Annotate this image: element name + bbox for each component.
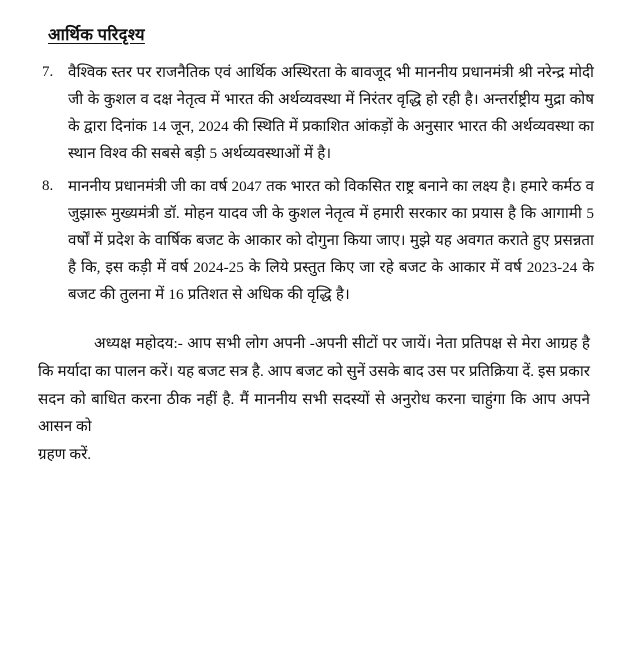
closing-text-tail: ग्रहण करें. [38, 446, 92, 464]
paragraph-number: 8. [42, 178, 54, 195]
paragraph-text: माननीय प्रधानमंत्री जी का वर्ष 2047 तक भारत को विकसित राष्ट्र बनाने का लक्ष्य है। हमारे कर्मठ व जुझारू मुख्यमंत्री डॉ. मोहन यादव जी के कुशल नेतृत्व में हमारी सरकार का प्रयास है कि आगामी 5 वर्षों में प्रदेश के वार्षिक बजट के आकार को दोगुना किया जाए। मुझे यह अवगत कराते हुए प्रसन्नता है कि, इस कड़ी में वर्ष 2024-25 के लिये प्रस्तुत किए जा रहे बजट के आकार में वर्ष 2023-24 के बजट की तुलना में 16 प्रतिशत से अधिक की वृद्धि है। [68, 178, 594, 304]
closing-text: अध्यक्ष महोदय:- आप सभी लोग अपनी -अपनी सीटों पर जायें। नेता प्रतिपक्ष से मेरा आग्रह है कि मर्यादा का पालन करें। यह बजट सत्र है. आप बजट को सुनें उसके बाद उस पर प्रतिक्रिया दें. इस प्रकार सदन को बाधित करना ठीक नहीं है. मैं माननीय सभी सदस्यों से अनुरोध करना चाहुंगा कि आप अपने आसन को [38, 335, 590, 436]
closing-remarks [38, 330, 594, 468]
numbered-paragraph [38, 59, 594, 167]
paragraph-text: वैश्विक स्तर पर राजनैतिक एवं आर्थिक अस्थिरता के बावजूद भी माननीय प्रधानमंत्री श्री नरेन्द्र मोदी जी के कुशल व दक्ष नेतृत्व में भारत की अर्थव्यवस्था में निरंतर वृद्धि हो रही है। अन्तर्राष्ट्रीय मुद्रा कोष के द्वारा दिनांक 14 जून, 2024 की स्थिति में प्रकाशित आंकड़ों के अनुसार भारत की अर्थव्यवस्था का स्थान विश्व की सबसे बड़ी 5 अर्थव्यवस्थाओं में है। [68, 64, 594, 163]
paragraph-number: 7. [42, 64, 54, 80]
numbered-paragraph [38, 173, 594, 308]
page-title: आर्थिक परिदृश्य [48, 25, 145, 44]
